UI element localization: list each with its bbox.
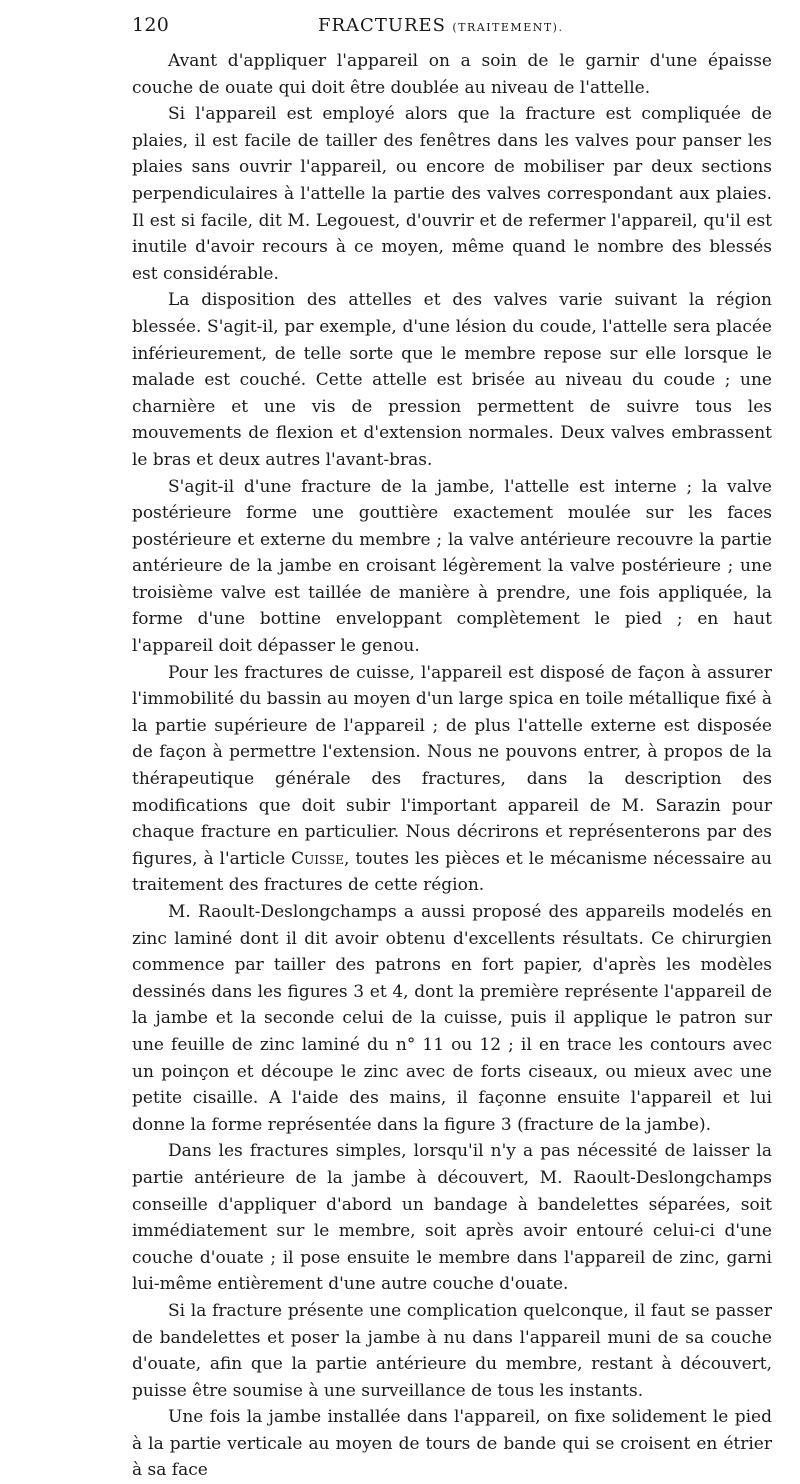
body-text: [132, 48, 772, 1484]
paragraph: Avant d'appliquer l'appareil on a soin de le garnir d'une épaisse couche de ouate qui doit être doublée au niveau de l'attelle.: [132, 51, 772, 98]
running-subtitle: (TRAITEMENT).: [452, 21, 564, 34]
paragraph-text: , toutes les pièces et le mécanisme nécessaire au traitement des fractures de cette région.: [132, 848, 772, 896]
paragraph: S'agit-il d'une fracture de la jambe, l'attelle est interne ; la valve postérieure forme une gouttière exactement moulée sur les faces postérieure et externe du membre ; la valve antérieure recouvre la partie antérieure de la jambe en croisant légèrement la valve postérieure ; une troisième valve est taillée de manière à prendre, une fois appliquée, la forme d'une bottine enveloppant complètement le pied ; en haut l'appareil doit dépasser le genou.: [132, 476, 772, 657]
book-page: [132, 14, 772, 1484]
paragraph: Si la fracture présente une complication quelconque, il faut se passer de bandelettes et poser la jambe à nu dans l'appareil muni de sa couche d'ouate, afin que la partie antérieure du membre, restant à découvert, puisse être soumise à une surveillance de tous les instants.: [132, 1300, 772, 1401]
page-number: 120: [132, 14, 170, 36]
paragraph: M. Raoult-Deslongchamps a aussi proposé des appareils modelés en zinc laminé dont il dit avoir obtenu d'excellents résultats. Ce chirurgien commence par tailler des patrons en fort papier, d'après les modèles dessinés dans les figures 3 et 4, dont la première représente l'appareil de la jambe et la seconde celui de la cuisse, puis il applique le patron sur une feuille de zinc laminé du n° 11 ou 12 ; il en trace les contours avec un poinçon et découpe le zinc avec de forts ciseaux, ou mieux avec une petite cisaille. A l'aide des mains, il façonne ensuite l'appareil et lui donne la forme représentée dans la figure 3 (fracture de la jambe).: [132, 902, 772, 1135]
running-title: FRACTURES: [318, 15, 447, 36]
paragraph-text: Pour les fractures de cuisse, l'appareil est disposé de façon à assurer l'immobilité du bassin au moyen d'un large spica en toile métallique fixé à la partie supérieure de l'appareil ; de plus l'attelle externe est disposée de façon à permettre l'extension. Nous ne pouvons entrer, à propos de la thérapeutique générale des fractures, dans la description des modifications que doit subir l'important appareil de M. Sarazin pour chaque fracture en particulier. Nous décrirons et représenterons par des figures, à l'article: [132, 662, 772, 869]
paragraph: La disposition des attelles et des valves varie suivant la région blessée. S'agit-il, par exemple, d'une lésion du coude, l'attelle sera placée inférieurement, de telle sorte que le membre repose sur elle lorsque le malade est couché. Cette attelle est brisée au niveau du coude ; une charnière et une vis de pression permettent de suivre tous les mouvements de flexion et d'extension normales. Deux valves embrassent le bras et deux autres l'avant-bras.: [132, 290, 772, 470]
paragraph: Dans les fractures simples, lorsqu'il n'y a pas nécessité de laisser la partie antérieure de la jambe à découvert, M. Raoult-Deslongchamps conseille d'appliquer d'abord un bandage à bandelettes séparées, soit immédiatement sur le membre, soit après avoir entouré celui-ci d'une couche d'ouate ; il pose ensuite le membre dans l'appareil de zinc, garni lui-même entièrement d'une autre couche d'ouate.: [132, 1141, 772, 1295]
paragraph: [132, 660, 772, 899]
paragraph: Une fois la jambe installée dans l'appareil, on fixe solidement le pied à la partie verticale au moyen de tours de bande qui se croisent en étrier à sa face: [132, 1407, 772, 1481]
paragraph: Si l'appareil est employé alors que la fracture est compliquée de plaies, il est facile de tailler des fenêtres dans les valves pour panser les plaies sans ouvrir l'appareil, ou encore de mobiliser par deux sections perpendiculaires à l'attelle la partie des valves correspondant aux plaies. Il est si facile, dit M. Legouest, d'ouvrir et de refermer l'appareil, qu'il est inutile d'avoir recours à ce moyen, même quand le nombre des blessés est considérable.: [132, 104, 772, 284]
small-caps-term: Cuisse: [291, 848, 345, 869]
page-header: [132, 14, 772, 48]
